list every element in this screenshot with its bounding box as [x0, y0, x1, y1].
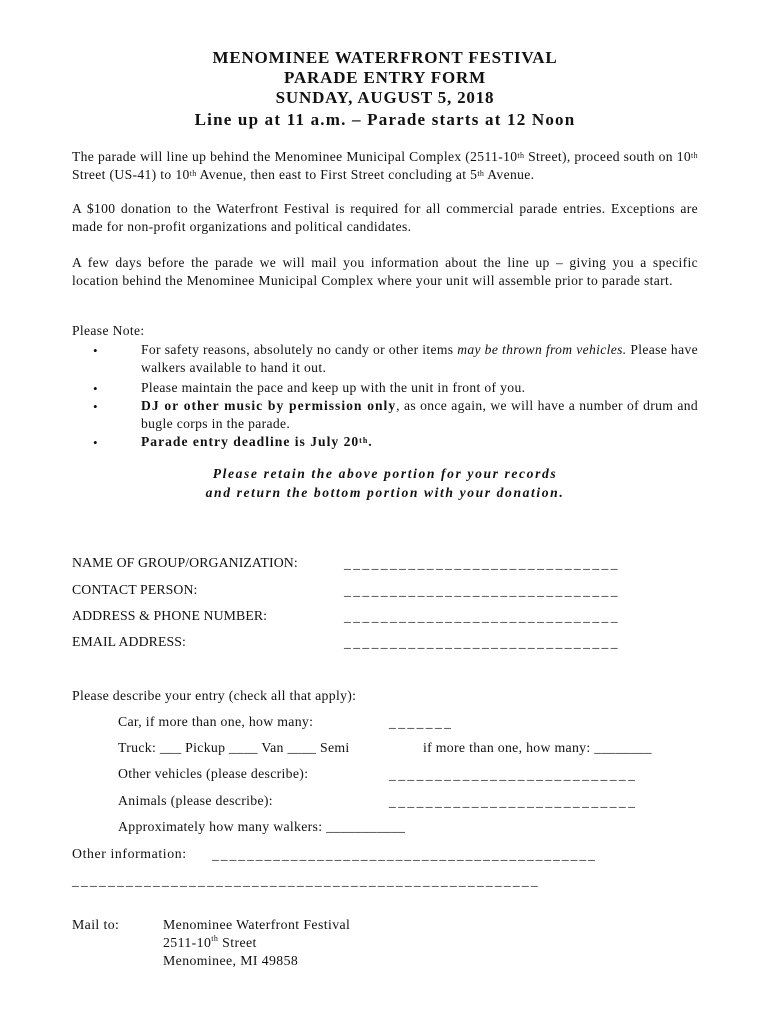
- lineup-info-paragraph: A few days before the parade we will mail you information about the line up – giving you a specific location behind the Menominee Municipal Complex where your unit will assemble prior to parade start.: [72, 255, 698, 288]
- other-info-field[interactable]: ____________________________________________: [212, 847, 597, 862]
- contact-person-field[interactable]: ______________________________: [344, 583, 620, 598]
- email-field[interactable]: ______________________________: [344, 635, 620, 650]
- contact-person-label: CONTACT PERSON:: [72, 582, 198, 597]
- truck-type-options[interactable]: Truck: ___ Pickup ____ Van ____ Semi: [118, 740, 350, 755]
- group-name-label: NAME OF GROUP/ORGANIZATION:: [72, 555, 298, 570]
- animals-label: Animals (please describe):: [118, 793, 273, 808]
- retain-notice-line2: and return the bottom portion with your donation.: [205, 485, 565, 500]
- bullet-icon: •: [93, 343, 98, 358]
- car-count-label: Car, if more than one, how many:: [118, 714, 314, 729]
- mail-city: Menominee, MI 49858: [163, 953, 299, 968]
- form-title: PARADE ENTRY FORM: [284, 68, 486, 87]
- route-paragraph: The parade will line up behind the Menominee Municipal Complex (2511-10th Street), proceed south on 10th Street (US-41) to 10th Avenue, then east to First Street concluding at 5th Avenue.: [72, 149, 698, 182]
- mail-recipient: Menominee Waterfront Festival: [163, 917, 351, 932]
- other-vehicles-label: Other vehicles (please describe):: [118, 766, 309, 781]
- retain-notice-line1: Please retain the above portion for your records: [212, 466, 558, 481]
- note-music: DJ or other music by permission only, as once again, we will have a number of drum and bugle corps in the parade.: [141, 398, 698, 431]
- bullet-icon: •: [93, 381, 98, 396]
- address-phone-label: ADDRESS & PHONE NUMBER:: [72, 608, 268, 623]
- donation-paragraph: A $100 donation to the Waterfront Festival is required for all commercial parade entries. Exceptions are made for non-profit organizations and political candidates.: [72, 201, 698, 234]
- car-count-field[interactable]: _______: [389, 715, 454, 730]
- notes-heading: Please Note:: [72, 323, 145, 338]
- other-vehicles-field[interactable]: ___________________________: [389, 767, 638, 782]
- note-deadline: Parade entry deadline is July 20th.: [141, 434, 373, 449]
- mail-to-label: Mail to:: [72, 917, 120, 932]
- lineup-time: Line up at 11 a.m. – Parade starts at 12 Noon: [194, 110, 576, 129]
- other-info-extra-line[interactable]: ____________________________________________________: [72, 873, 540, 888]
- group-name-field[interactable]: ______________________________: [344, 556, 620, 571]
- other-info-label: Other information:: [72, 846, 187, 861]
- describe-entry-heading: Please describe your entry (check all that apply):: [72, 688, 357, 703]
- address-phone-field[interactable]: ______________________________: [344, 609, 620, 624]
- note-pace: Please maintain the pace and keep up with the unit in front of you.: [141, 380, 526, 395]
- note-candy: For safety reasons, absolutely no candy or other items may be thrown from vehicles. Please have walkers available to hand it out.: [141, 342, 698, 375]
- bullet-icon: •: [93, 399, 98, 414]
- animals-field[interactable]: ___________________________: [389, 794, 638, 809]
- bullet-icon: •: [93, 435, 98, 450]
- event-date: SUNDAY, AUGUST 5, 2018: [275, 88, 495, 107]
- festival-title: MENOMINEE WATERFRONT FESTIVAL: [212, 48, 558, 67]
- mail-street: 2511-10th Street: [163, 934, 257, 950]
- walkers-count-field[interactable]: Approximately how many walkers: ___________: [118, 819, 406, 834]
- email-label: EMAIL ADDRESS:: [72, 634, 186, 649]
- truck-count-field[interactable]: if more than one, how many: ________: [423, 740, 652, 755]
